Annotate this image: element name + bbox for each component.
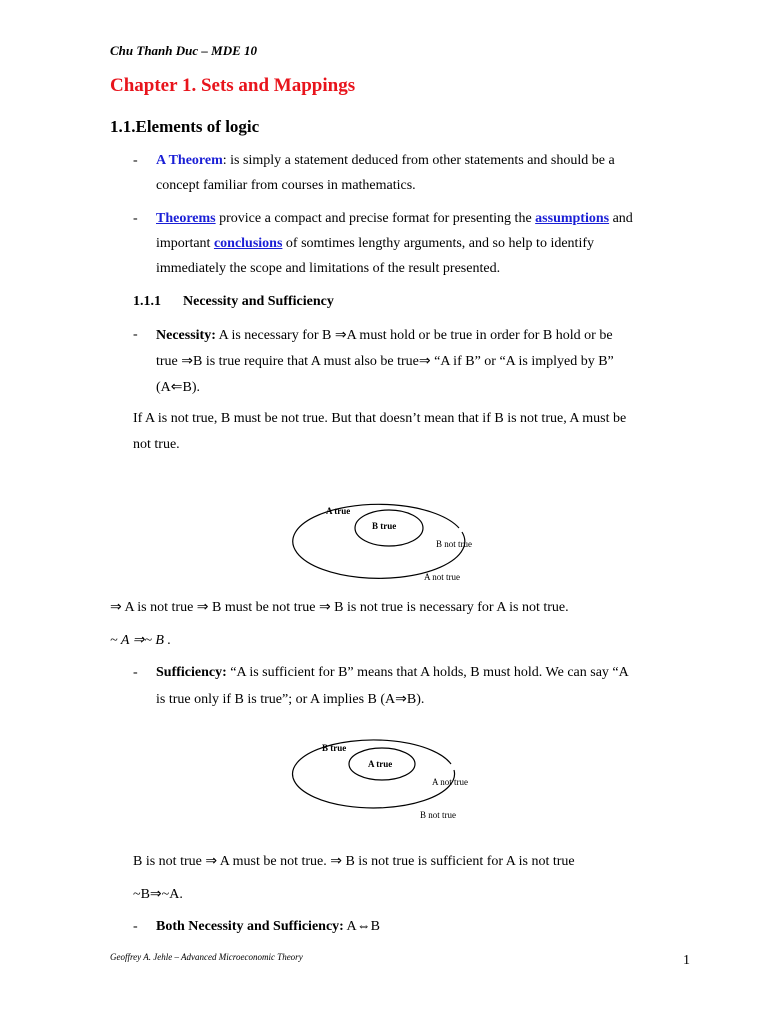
paragraph-line-2: not true. bbox=[133, 437, 180, 452]
bullet-dash: - bbox=[133, 919, 138, 934]
necessity-line-3: (A⇐B). bbox=[156, 380, 201, 395]
formula-1: ~ A ⇒~ B . bbox=[110, 633, 171, 648]
bullet-dash: - bbox=[133, 665, 138, 680]
theorems-line2-pre: important bbox=[156, 236, 214, 251]
outer-not-label: B not true bbox=[420, 810, 456, 820]
footer-citation: Geoffrey A. Jehle – Advanced Microeconomic Theory bbox=[110, 952, 303, 962]
running-header: Chu Thanh Duc – MDE 10 bbox=[110, 43, 258, 58]
sufficiency-text: “A is sufficient for B” means that A holds, B must hold. We can say “A bbox=[226, 665, 629, 680]
outer-not-label: A not true bbox=[424, 572, 460, 582]
outer-circle bbox=[293, 740, 455, 808]
both-line bbox=[156, 919, 380, 935]
section-title: 1.1.Elements of logic bbox=[110, 117, 260, 136]
subsection-number: 1.1.1 bbox=[133, 294, 161, 309]
theorems-line2-post: of somtimes lengthy arguments, and so help to identify bbox=[282, 236, 594, 251]
theorem-line-2: concept familiar from courses in mathematics. bbox=[156, 178, 416, 193]
theorems-link[interactable]: Theorems bbox=[156, 211, 216, 226]
bullet-dash: - bbox=[133, 327, 138, 342]
theorems-text-b: and bbox=[609, 211, 633, 226]
bullet-dash: - bbox=[133, 153, 138, 168]
sufficiency-venn-diagram bbox=[285, 730, 485, 825]
conclusions-link[interactable]: conclusions bbox=[213, 236, 283, 251]
inner-not-label: A not true bbox=[432, 777, 468, 787]
theorems-line-1 bbox=[156, 211, 633, 227]
inner-label: B true bbox=[372, 521, 397, 531]
theorem-text: : is simply a statement deduced from other statements and should be a bbox=[222, 153, 615, 168]
outer-label: A true bbox=[326, 506, 351, 516]
subsection-heading bbox=[133, 294, 334, 310]
implication-line-1: ⇒ A is not true ⇒ B must be not true ⇒ B is not true is necessary for A is not true. bbox=[110, 600, 569, 615]
theorems-line-2 bbox=[156, 236, 594, 252]
theorem-term: A Theorem bbox=[156, 153, 223, 168]
inner-label: A true bbox=[368, 759, 393, 769]
outer-label: B true bbox=[322, 743, 347, 753]
both-label: Both Necessity and Sufficiency: bbox=[156, 919, 344, 934]
theorems-text-a: provice a compact and precise format for presenting the bbox=[215, 211, 536, 226]
necessity-label: Necessity: bbox=[156, 328, 216, 343]
sufficiency-line-2: is true only if B is true”; or A implies B (A⇒B). bbox=[156, 692, 425, 707]
theorems-line-3: immediately the scope and limitations of the result presented. bbox=[156, 261, 501, 276]
chapter-title: Chapter 1. Sets and Mappings bbox=[110, 75, 356, 96]
paragraph-line-1: If A is not true, B must be not true. But that doesn’t mean that if B is not true, A must be bbox=[133, 411, 627, 426]
necessity-line-2: true ⇒B is true require that A must also be true⇒ “A if B” or “A is implyed by B” bbox=[156, 354, 614, 369]
sufficiency-label: Sufficiency: bbox=[156, 665, 227, 680]
formula-2: ~B⇒~A. bbox=[133, 887, 183, 902]
sufficiency-line-1 bbox=[156, 665, 629, 681]
theorem-line-1 bbox=[156, 153, 615, 169]
bullet-dash: - bbox=[133, 211, 138, 226]
implication-line-2: B is not true ⇒ A must be not true. ⇒ B is not true is sufficient for A is not true bbox=[133, 854, 575, 869]
necessity-venn-diagram bbox=[285, 492, 485, 587]
assumptions-link[interactable]: assumptions bbox=[535, 211, 610, 226]
inner-not-label: B not true bbox=[436, 539, 472, 549]
page-number: 1 bbox=[683, 953, 690, 968]
necessity-line-1 bbox=[156, 327, 613, 344]
necessity-text: A is necessary for B ⇒A must hold or be true in order for B hold or be bbox=[215, 328, 613, 343]
both-formula: A⇔B bbox=[343, 919, 381, 934]
subsection-title: Necessity and Sufficiency bbox=[183, 294, 334, 309]
